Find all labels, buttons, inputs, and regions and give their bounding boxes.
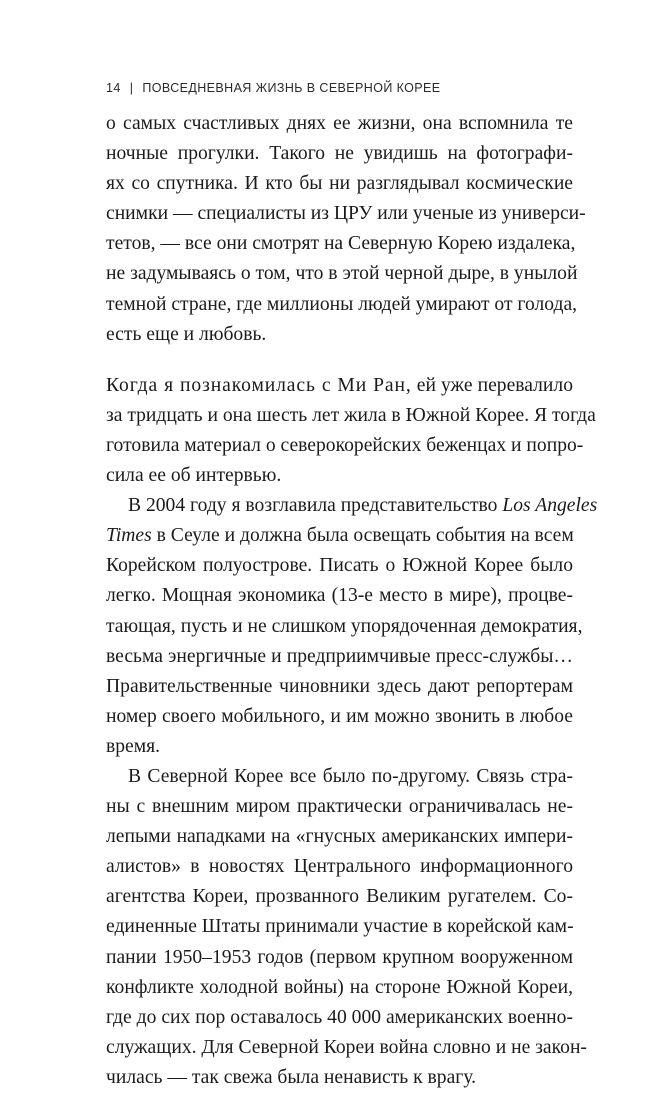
paragraph-4 bbox=[106, 762, 587, 1093]
text-line: тетов, — все они смотрят на Северную Корею издалека, bbox=[106, 233, 576, 255]
text-line: о самых счастливых днях ее жизни, она вспомнила те bbox=[106, 113, 573, 134]
newspaper-name-italic: Times bbox=[106, 525, 152, 547]
text-span: В 2004 году я возглавила представительство bbox=[128, 495, 503, 517]
text-line: есть еще и любовь. bbox=[106, 323, 267, 345]
running-header bbox=[106, 81, 440, 95]
paragraph-3 bbox=[106, 491, 598, 762]
text-line: агентства Кореи, прозванного Великим ругателем. Со- bbox=[106, 886, 573, 908]
text-line: время. bbox=[106, 735, 161, 757]
text-line: пании 1950–1953 годов (первом крупном вооруженном bbox=[106, 946, 573, 968]
text-line: снимки — специалисты из ЦРУ или ученые из универси- bbox=[106, 203, 586, 225]
text-line: темной стране, где миллионы людей умирают от голода, bbox=[106, 293, 578, 315]
paragraph-2 bbox=[106, 371, 596, 491]
chapter-title: ПОВСЕДНЕВНАЯ ЖИЗНЬ В СЕВЕРНОЙ КОРЕЕ bbox=[142, 81, 441, 95]
section-break bbox=[106, 350, 573, 371]
text-line: где до сих пор оставалось 40 000 американских военно- bbox=[106, 1006, 573, 1028]
page-number: 14 bbox=[106, 81, 121, 95]
text-line bbox=[106, 491, 598, 521]
newspaper-name-italic: Los Angeles bbox=[502, 495, 598, 517]
lead-in-rest: ей уже перевалило bbox=[411, 374, 573, 396]
body-text bbox=[106, 109, 598, 1093]
text-line: служащих. Для Северной Кореи война словно и не закон- bbox=[106, 1036, 587, 1058]
text-line: ях со спутника. И кто бы ни разглядывал космические bbox=[106, 173, 573, 195]
text-line: Правительственные чиновники здесь дают репортерам bbox=[106, 675, 573, 697]
text-line: единенные Штаты принимали участие в корейской кам- bbox=[106, 916, 574, 938]
text-line bbox=[106, 371, 573, 401]
header-separator: | bbox=[129, 81, 134, 95]
text-line: легко. Мощная экономика (13-е место в мире), процве- bbox=[106, 585, 573, 607]
text-line: Корейском полуострове. Писать о Южной Корее было bbox=[106, 555, 573, 577]
text-line bbox=[106, 521, 573, 551]
text-line: ночные прогулки. Такого не увидишь на фотографи- bbox=[106, 143, 573, 165]
lead-in-spaced: Когда я познакомилась с Ми Ран, bbox=[106, 374, 412, 396]
text-line: лепыми нападками на «гнусных американских импери- bbox=[106, 826, 573, 848]
text-line: не задумываясь о том, что в этой черной дыре, в унылой bbox=[106, 263, 578, 285]
text-line: тающая, пусть и не слишком упорядоченная демократия, bbox=[106, 615, 583, 637]
text-line: ны с внешним миром практически ограничивалась не- bbox=[106, 796, 573, 818]
text-line: В Северной Корее все было по-другому. Связь стра- bbox=[128, 765, 573, 787]
text-line: сила ее об интервью. bbox=[106, 465, 282, 487]
text-line: конфликте холодной войны) на стороне Южной Кореи, bbox=[106, 976, 573, 998]
text-line: за тридцать и она шесть лет жила в Южной Корее. Я тогда bbox=[106, 404, 596, 426]
paragraph-1 bbox=[106, 109, 586, 350]
text-line: алистов» в новостях Центрального информационного bbox=[106, 856, 573, 878]
text-span: в Сеуле и должна была освещать события на всем bbox=[151, 525, 574, 547]
text-line: готовила материал о северокорейских беженцах и попро- bbox=[106, 434, 584, 456]
text-line: номер своего мобильного, и им можно звонить в любое bbox=[106, 705, 573, 727]
text-line: чилась — так свежа была ненависть к врагу. bbox=[106, 1066, 477, 1088]
text-line: весьма энергичные и предприимчивые пресс-службы… bbox=[106, 645, 573, 667]
